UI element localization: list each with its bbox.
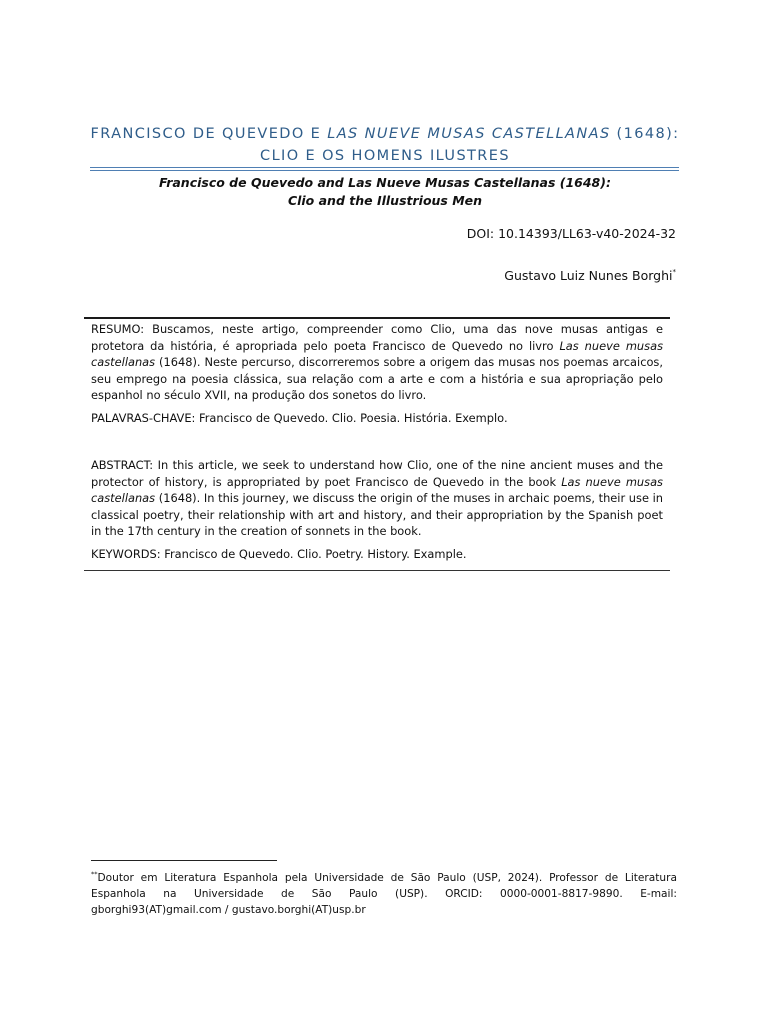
abstract-box-top-rule — [84, 317, 670, 319]
resumo-text-2: (1648). Neste percurso, discorreremos sobre a origem das musas nos poemas arcaicos, seu emprego na poesia clássica, sua relação com a arte e com a história e sua apropriação pelo espanhol no século XVII, na produção dos sonetos do livro. — [91, 355, 663, 403]
subtitle-line2: Clio and the Illustrious Men — [287, 193, 483, 208]
author-footnote — [91, 866, 677, 918]
abstract-text-2: (1648). In this journey, we discuss the origin of the muses in archaic poems, their use in classical poetry, their relationship with art and history, and their appropriation by the Spanish poet in the 17th century in the creation of sonnets in the book. — [91, 491, 663, 539]
author-line — [504, 268, 676, 283]
keywords: KEYWORDS: Francisco de Quevedo. Clio. Poetry. History. Example. — [91, 547, 467, 561]
abstract-text-1: ABSTRACT: In this article, we seek to understand how Clio, one of the nine ancient muses and the protector of history, is appropriated by poet Francisco de Quevedo in the book — [91, 458, 663, 489]
resumo-text-1: RESUMO: Buscamos, neste artigo, compreender como Clio, uma das nove musas antigas e protetora da história, é apropriada pelo poeta Francisco de Quevedo no livro — [91, 322, 663, 353]
doi-identifier: DOI: 10.14393/LL63-v40-2024-32 — [466, 226, 676, 241]
subtitle-line1: Francisco de Quevedo and Las Nueve Musas Castellanas (1648): — [159, 175, 611, 190]
footnote-marker: ** — [91, 870, 98, 878]
article-title-pt — [90, 123, 680, 167]
abstract-box-bottom-rule — [84, 570, 670, 571]
resumo-book-title: Las nueve musas castellanas — [91, 338, 664, 370]
resumo-paragraph — [91, 321, 663, 404]
palavras-chave: PALAVRAS-CHAVE: Francisco de Quevedo. Clio. Poesia. História. Exemplo. — [91, 411, 508, 425]
title-rule-bottom — [90, 170, 679, 171]
abstract-book-title: Las nueve musas castellanas — [91, 474, 663, 506]
title-suffix: (1648): — [610, 126, 680, 142]
footnote-text: Doutor em Literatura Espanhola pela Universidade de São Paulo (USP, 2024). Professor de Literatura Espanhola na Universidade de São Paulo (USP). ORCID: 0000-0001-8817-9890. E-mail: gborghi93(AT)gmail.com / gustavo.borghi(AT)usp.br — [91, 872, 677, 916]
footnote-separator — [91, 860, 277, 861]
title-prefix: FRANCISCO DE QUEVEDO E — [90, 126, 328, 142]
author-name: Gustavo Luiz Nunes Borghi — [504, 268, 673, 283]
abstract-paragraph — [91, 457, 663, 540]
title-rule-top — [90, 167, 679, 168]
title-line2: CLIO E OS HOMENS ILUSTRES — [260, 148, 510, 164]
article-title-en — [90, 174, 680, 210]
author-footnote-marker: * — [672, 268, 676, 276]
title-italic: LAS NUEVE MUSAS CASTELLANAS — [327, 126, 611, 142]
